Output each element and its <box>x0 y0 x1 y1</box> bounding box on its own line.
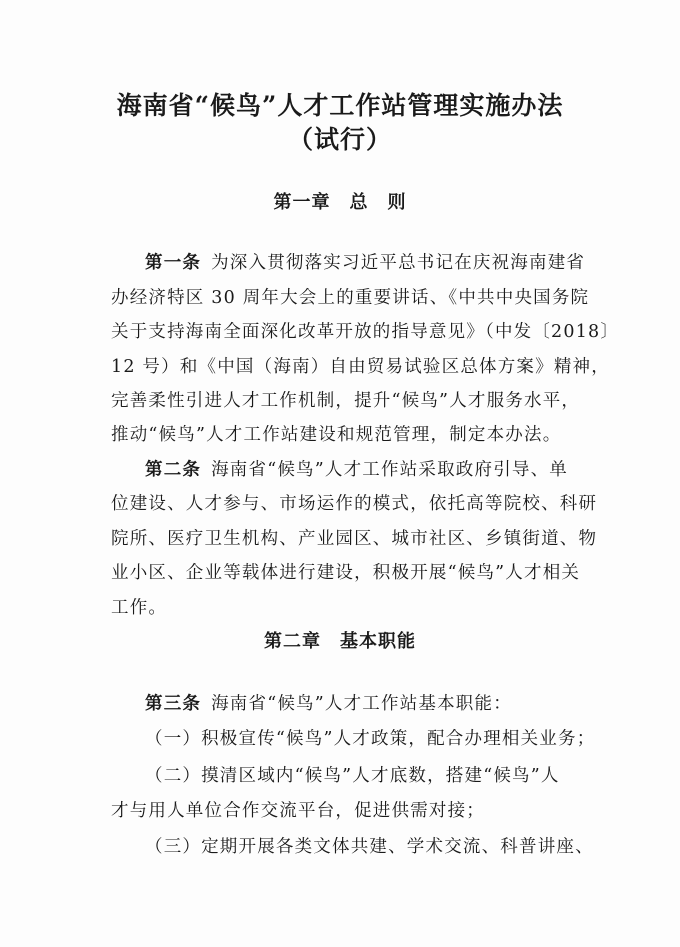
article-1-line-2: 办经济特区 30 周年大会上的重要讲话、《中共中央国务院 <box>111 288 590 308</box>
article-1-line-4: 12 号）和《中国（海南）自由贸易试验区总体方案》精神， <box>111 357 610 377</box>
article-3-item-2-cont: 才与用人单位合作交流平台，促进供需对接； <box>111 801 485 821</box>
article-1-label: 第一条 <box>145 253 202 273</box>
article-2-line-5: 工作。 <box>111 598 168 618</box>
chapter-1-heading: 第一章 总 则 <box>273 192 407 213</box>
article-1-text: 为深入贯彻落实习近平总书记在庆祝海南建省 <box>211 253 586 273</box>
article-3-item-3: （三）定期开展各类文体共建、学术交流、科普讲座、 <box>145 837 594 857</box>
article-2-line-1 <box>145 456 581 481</box>
article-3-item-2: （二）摸清区域内“候鸟”人才底数，搭建“候鸟”人 <box>145 766 560 786</box>
article-2-text: 海南省“候鸟”人才工作站采取政府引导、单 <box>211 460 569 480</box>
article-1-line-1 <box>145 249 586 274</box>
article-3-line-1 <box>145 690 581 715</box>
article-3-label: 第三条 <box>145 694 202 714</box>
article-2-line-2: 位建设、人才参与、市场运作的模式，依托高等院校、科研 <box>111 494 598 514</box>
article-1-line-6: 推动“候鸟”人才工作站建设和规范管理，制定本办法。 <box>111 425 562 445</box>
article-2-label: 第二条 <box>145 460 202 480</box>
document-title: 海南省“候鸟”人才工作站管理实施办法 <box>116 91 564 120</box>
article-1-line-3: 关于支持海南全面深化改革开放的指导意见》（中发〔2018〕 <box>111 322 620 342</box>
article-3-item-1: （一）积极宣传“候鸟”人才政策，配合办理相关业务； <box>145 729 596 749</box>
article-2-line-3: 院所、医疗卫生机构、产业园区、城市社区、乡镇街道、物 <box>111 529 598 549</box>
article-3-text: 海南省“候鸟”人才工作站基本职能： <box>211 694 512 714</box>
document-subtitle: （试行） <box>287 125 392 154</box>
chapter-2-heading: 第二章 基本职能 <box>264 631 416 652</box>
article-1-line-5: 完善柔性引进人才工作机制，提升“候鸟”人才服务水平， <box>111 391 581 411</box>
article-2-line-4: 业小区、企业等载体进行建设，积极开展“候鸟”人才相关 <box>111 563 581 583</box>
